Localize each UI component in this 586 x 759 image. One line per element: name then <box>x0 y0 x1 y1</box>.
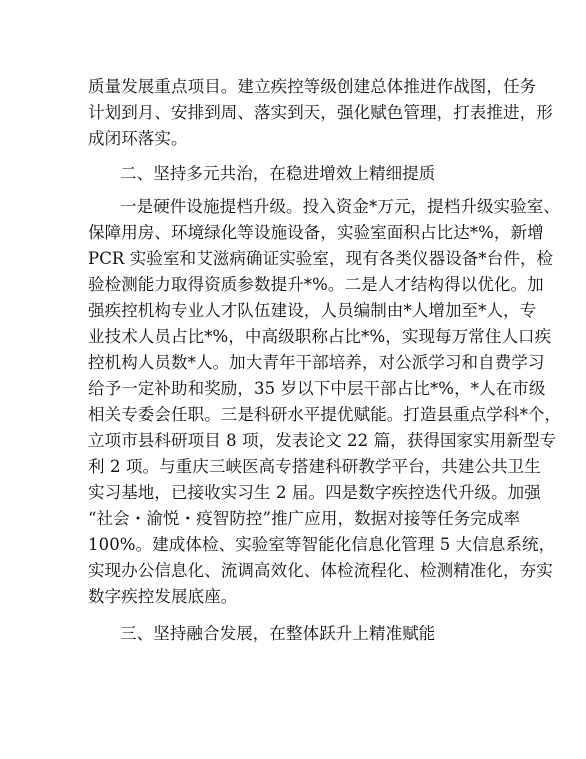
paragraph-2-line-8: 给予一定补助和奖励，35 岁以下中层干部占比*%，*人在市级 <box>88 379 546 398</box>
paragraph-1-line-2: 计划到月、安排到周、落实到天，强化赋色管理，打表推进，形 <box>88 103 553 122</box>
paragraph-2-line-10: 立项市县科研项目 8 项，发表论文 22 篇，获得国家实用新型专 <box>88 431 557 450</box>
paragraph-2-line-6: 业技术人员占比*%，中高级职称占比*%，实现每万常住人口疾 <box>88 327 552 346</box>
paragraph-2-line-7: 控机构人员数*人。加大青年干部培养，对公派学习和自费学习 <box>88 353 545 372</box>
paragraph-2-line-11: 利 2 项。与重庆三峡医高专搭建科研教学平台，共建公共卫生 <box>88 457 541 476</box>
paragraph-2-line-13: “社会・渝悦・疫智防控”推广应用，数据对接等任务完成率 <box>88 509 521 528</box>
paragraph-2-line-12: 实习基地，已接收实习生 2 届。四是数字疾控迭代升级。加强 <box>88 483 541 502</box>
section-heading-2: 二、坚持多元共治，在稳进增效上精细提质 <box>120 164 436 183</box>
section-heading-3: 三、坚持融合发展，在整体跃升上精准赋能 <box>120 624 436 643</box>
paragraph-1-line-1: 质量发展重点项目。建立疾控等级创建总体推进作战图，任务 <box>88 77 537 96</box>
paragraph-1-line-3: 成闭环落实。 <box>88 129 188 148</box>
paragraph-2-line-9: 相关专委会任职。三是科研水平提优赋能。打造县重点学科*个， <box>88 405 562 424</box>
paragraph-2-line-4: 验检测能力取得资质参数提升*%。二是人才结构得以优化。加 <box>88 275 544 294</box>
paragraph-2-line-14: 100%。建成体检、实验室等智能化信息化管理 5 大信息系统， <box>88 535 556 554</box>
paragraph-2-line-16: 数字疾控发展底座。 <box>88 587 238 606</box>
paragraph-2-line-15: 实现办公信息化、流调高效化、体检流程化、检测精准化，夯实 <box>88 561 553 580</box>
paragraph-2-line-1: 一是硬件设施提档升级。投入资金*万元，提档升级实验室、 <box>120 197 560 216</box>
paragraph-2-line-3: PCR 实验室和艾滋病确证实验室，现有各类仪器设备*台件，检 <box>88 249 554 268</box>
paragraph-2-line-2: 保障用房、环境绿化等设施设备，实验室面积占比达*%，新增 <box>88 223 544 242</box>
paragraph-2-line-5: 强疾控机构专业人才队伍建设，人员编制由*人增加至*人，专 <box>88 301 537 320</box>
